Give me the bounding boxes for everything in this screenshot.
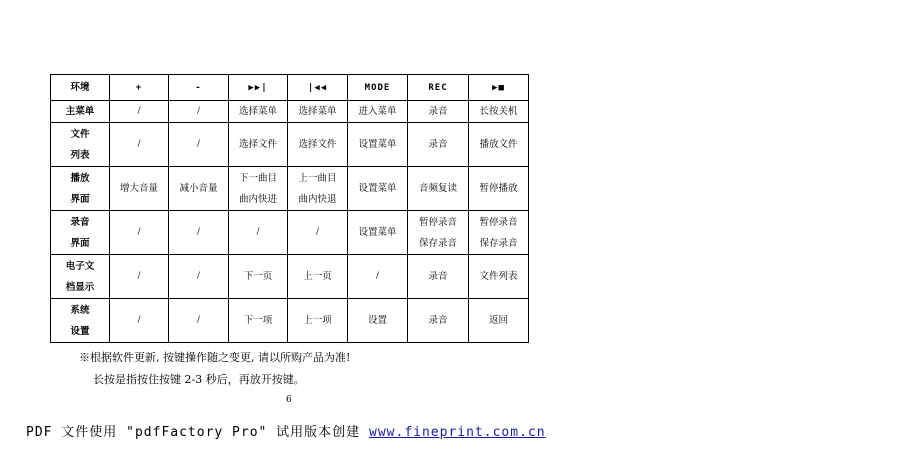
table-cell bbox=[469, 167, 529, 211]
header-label: MODE bbox=[364, 82, 391, 93]
table-cell bbox=[229, 101, 288, 123]
row-label-line: 主菜单 bbox=[65, 106, 95, 117]
table-cell bbox=[229, 167, 288, 211]
header-next-key bbox=[229, 75, 288, 101]
cell-line: / bbox=[196, 271, 201, 281]
table-cell bbox=[348, 255, 408, 299]
table-row bbox=[51, 255, 529, 299]
table-cell bbox=[169, 299, 229, 343]
cell-line: 暂停录音 bbox=[479, 216, 518, 228]
note-long-press: 长按是指按住按键 2-3 秒后，再放开按键。 bbox=[93, 373, 305, 386]
cell-line: 选择文件 bbox=[298, 139, 337, 150]
table-cell bbox=[288, 299, 348, 343]
header-minus-key bbox=[169, 75, 229, 101]
cell-line: 录音 bbox=[428, 315, 448, 326]
table-cell bbox=[229, 255, 288, 299]
table-cell bbox=[169, 167, 229, 211]
cell-line: 选择菜单 bbox=[298, 106, 337, 117]
cell-line: 下一曲目 bbox=[238, 172, 277, 184]
row-label bbox=[51, 123, 110, 167]
cell-line: / bbox=[137, 271, 141, 281]
cell-line: / bbox=[196, 139, 201, 149]
header-play-stop-key bbox=[469, 75, 529, 101]
table-cell bbox=[110, 299, 169, 343]
table-cell bbox=[288, 123, 348, 167]
cell-line: 保存录音 bbox=[418, 237, 457, 249]
header-label: 环境 bbox=[70, 82, 90, 93]
table-cell bbox=[408, 123, 469, 167]
cell-line: / bbox=[137, 106, 141, 116]
table-cell bbox=[229, 123, 288, 167]
cell-line: 减小音量 bbox=[179, 183, 218, 194]
table-cell bbox=[348, 101, 408, 123]
header-environment bbox=[51, 75, 110, 101]
header-label: ▶▶| bbox=[248, 82, 268, 93]
cell-line: 返回 bbox=[488, 315, 508, 326]
row-label-line: 界面 bbox=[70, 193, 90, 205]
row-label-line: 播放 bbox=[70, 172, 90, 184]
table-cell bbox=[110, 123, 169, 167]
table-cell bbox=[408, 211, 469, 255]
cell-line: / bbox=[256, 227, 260, 237]
row-label-line: 设置 bbox=[70, 325, 90, 337]
cell-line: / bbox=[315, 227, 320, 237]
row-label bbox=[51, 299, 110, 343]
cell-line: / bbox=[196, 106, 201, 116]
row-label-line: 档显示 bbox=[65, 281, 95, 293]
header-label: ▶■ bbox=[492, 82, 505, 93]
header-mode-key bbox=[348, 75, 408, 101]
cell-line: 增大音量 bbox=[119, 183, 158, 194]
header-prev-key bbox=[288, 75, 348, 101]
row-label-line: 系统 bbox=[70, 304, 90, 316]
table-cell bbox=[288, 211, 348, 255]
table-cell bbox=[169, 211, 229, 255]
cell-line: 设置菜单 bbox=[358, 227, 397, 238]
row-label-line: 界面 bbox=[70, 237, 90, 249]
header-rec-key bbox=[408, 75, 469, 101]
row-label bbox=[51, 255, 110, 299]
table-row bbox=[51, 123, 529, 167]
cell-line: 设置菜单 bbox=[358, 139, 397, 150]
cell-line: 暂停录音 bbox=[418, 216, 457, 228]
cell-line: 上一项 bbox=[303, 315, 332, 326]
table-cell bbox=[348, 123, 408, 167]
cell-line: 设置菜单 bbox=[358, 183, 397, 194]
row-label-line: 录音 bbox=[70, 216, 90, 228]
cell-line: / bbox=[137, 315, 141, 325]
row-label bbox=[51, 101, 110, 123]
header-label: REC bbox=[428, 82, 448, 93]
table-row bbox=[51, 167, 529, 211]
table-header-row bbox=[51, 75, 529, 101]
cell-line: 上一页 bbox=[303, 271, 332, 282]
row-label bbox=[51, 167, 110, 211]
table-cell bbox=[110, 167, 169, 211]
header-label: + bbox=[135, 82, 143, 93]
cell-line: 长按关机 bbox=[479, 106, 518, 117]
page-number: 6 bbox=[286, 395, 292, 405]
table-row bbox=[51, 299, 529, 343]
table-cell bbox=[169, 255, 229, 299]
cell-line: / bbox=[196, 227, 201, 237]
table-cell bbox=[229, 299, 288, 343]
table-cell bbox=[408, 255, 469, 299]
table-cell bbox=[110, 255, 169, 299]
table-row bbox=[51, 101, 529, 123]
cell-line: / bbox=[196, 315, 201, 325]
table-cell bbox=[110, 211, 169, 255]
table-cell bbox=[288, 101, 348, 123]
row-label-line: 列表 bbox=[70, 149, 90, 161]
cell-line: 音频复读 bbox=[418, 183, 457, 194]
cell-line: 进入菜单 bbox=[358, 106, 397, 117]
cell-line: 设置 bbox=[367, 315, 387, 326]
table-cell bbox=[469, 211, 529, 255]
cell-line: 曲内快进 bbox=[238, 193, 277, 205]
table-cell bbox=[348, 211, 408, 255]
row-label-line: 电子文 bbox=[65, 260, 95, 272]
cell-line: 下一页 bbox=[243, 271, 273, 282]
cell-line: 选择菜单 bbox=[238, 106, 277, 117]
note-software-update: ※根据软件更新, 按键操作随之变更, 请以所购产品为准! bbox=[79, 351, 351, 364]
table-cell bbox=[469, 299, 529, 343]
row-label-line: 文件 bbox=[70, 128, 90, 140]
footer-text: PDF 文件使用 "pdfFactory Pro" 试用版本创建 bbox=[26, 425, 370, 440]
header-label: |◀◀ bbox=[307, 82, 328, 93]
table-cell bbox=[348, 167, 408, 211]
cell-line: 曲内快退 bbox=[298, 193, 337, 205]
table-cell bbox=[110, 101, 169, 123]
pdf-footer bbox=[26, 421, 546, 440]
cell-line: 选择文件 bbox=[238, 139, 277, 150]
cell-line: / bbox=[137, 227, 141, 237]
cell-line: 录音 bbox=[428, 106, 448, 117]
cell-line: / bbox=[375, 271, 380, 281]
cell-line: 文件列表 bbox=[479, 271, 518, 282]
row-label bbox=[51, 211, 110, 255]
table-cell bbox=[288, 167, 348, 211]
cell-line: 下一项 bbox=[243, 315, 273, 326]
cell-line: 录音 bbox=[428, 139, 448, 150]
cell-line: 暂停播放 bbox=[479, 183, 518, 194]
table-cell bbox=[408, 101, 469, 123]
cell-line: 播放文件 bbox=[479, 139, 518, 150]
table-row bbox=[51, 211, 529, 255]
footer-link[interactable]: www.fineprint.com.cn bbox=[369, 425, 546, 440]
table-cell bbox=[169, 123, 229, 167]
table-cell bbox=[469, 123, 529, 167]
table-cell bbox=[408, 167, 469, 211]
header-label: - bbox=[195, 82, 202, 93]
key-function-table bbox=[50, 74, 529, 343]
table-cell bbox=[408, 299, 469, 343]
cell-line: / bbox=[137, 139, 141, 149]
table-cell bbox=[229, 211, 288, 255]
table-cell bbox=[169, 101, 229, 123]
table-cell bbox=[469, 101, 529, 123]
cell-line: 保存录音 bbox=[479, 237, 518, 249]
header-plus-key bbox=[110, 75, 169, 101]
table-cell bbox=[288, 255, 348, 299]
cell-line: 录音 bbox=[428, 271, 448, 282]
table-cell bbox=[348, 299, 408, 343]
cell-line: 上一曲目 bbox=[298, 172, 337, 184]
table-cell bbox=[469, 255, 529, 299]
